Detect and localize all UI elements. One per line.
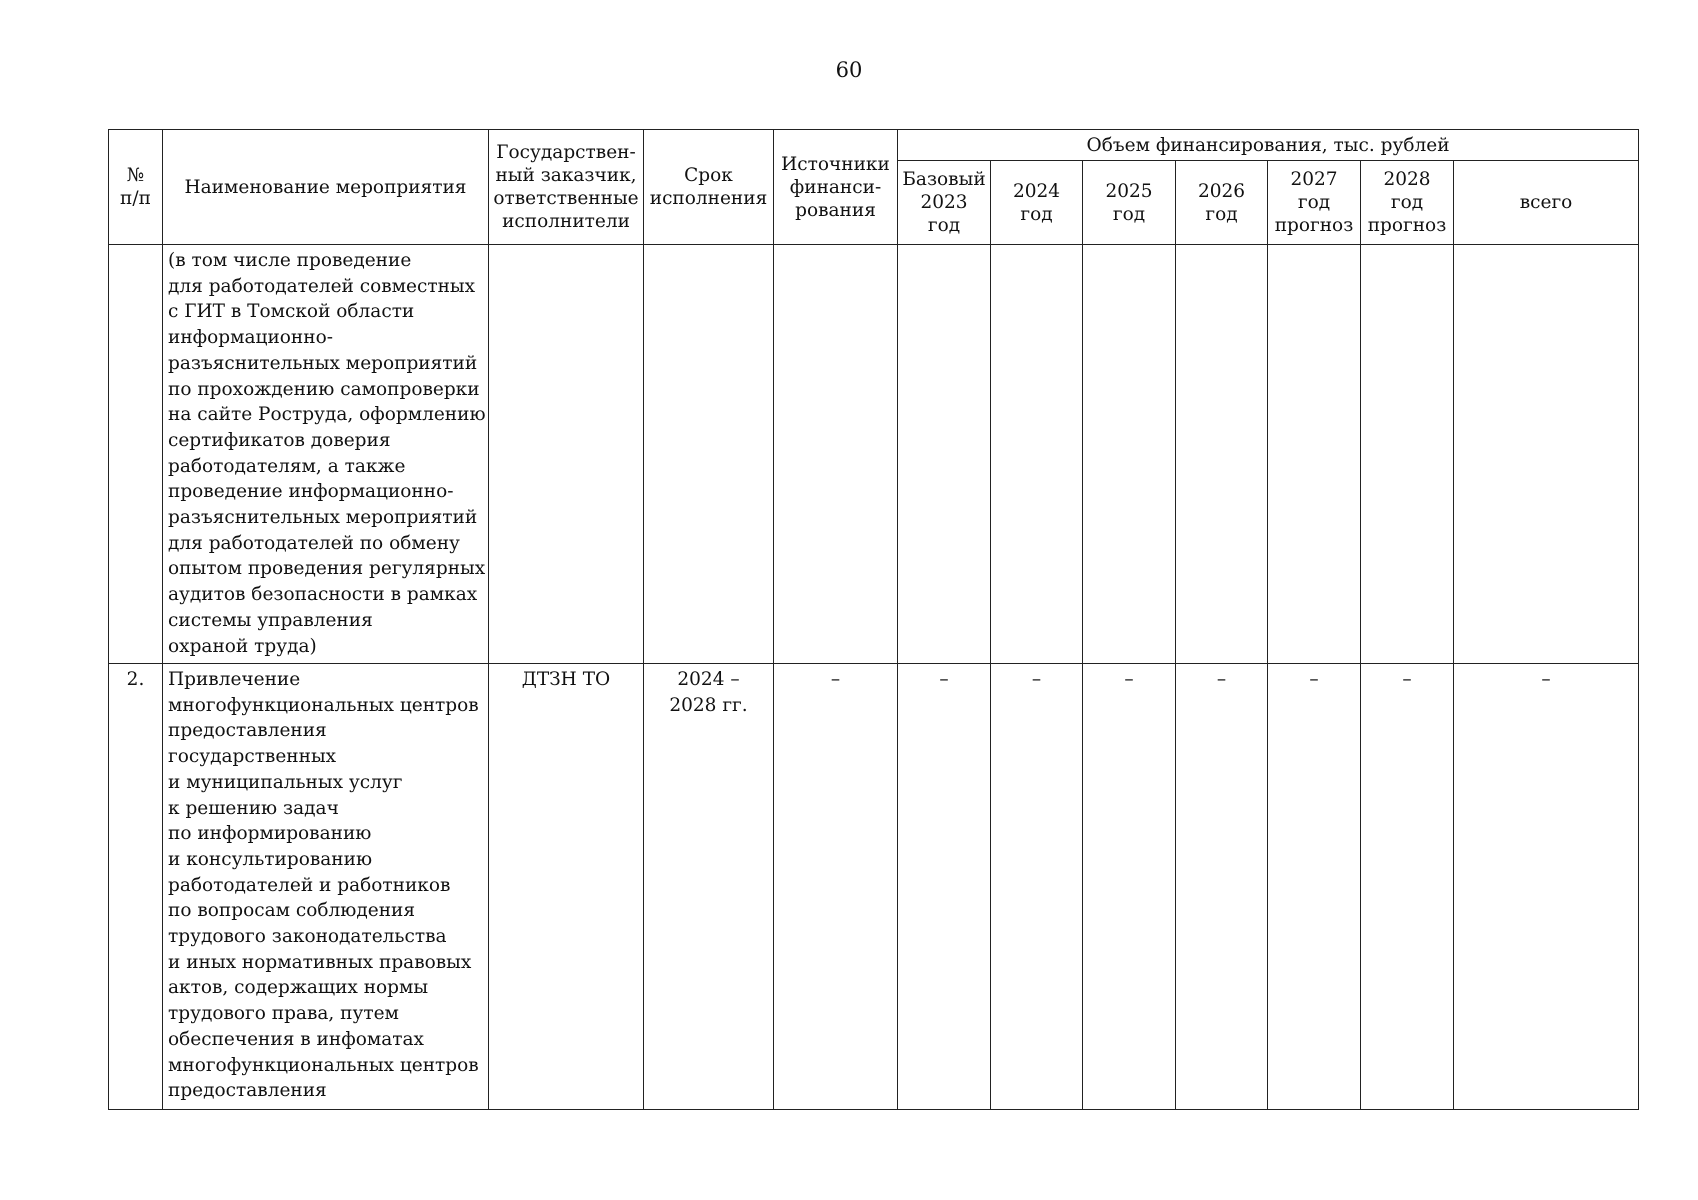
table-row: [109, 664, 1639, 1110]
header-year-2024: 2024 год: [991, 161, 1083, 245]
header-funding-volume: Объем финансирования, тыс. рублей: [898, 130, 1639, 161]
value-2027: –: [1268, 664, 1361, 1110]
header-year-2026: 2026 год: [1176, 161, 1268, 245]
term-cell: [644, 245, 774, 664]
value-total: [1454, 245, 1639, 664]
header-term: Срок исполнения: [644, 130, 774, 245]
funding-plan-table: [108, 129, 1639, 1110]
header-year-2025: 2025 год: [1083, 161, 1176, 245]
value-2028: –: [1361, 664, 1454, 1110]
event-name-cell: Привлечение многофункциональных центров предоставления государственных и муниципальных услуг к решению задач по информированию и консультированию работодателей и работников по вопросам соблюдения трудового законодательства и иных нормативных правовых актов, содержащих нормы трудового права, путем обеспечения в инфоматах многофункциональных центров предоставления: [163, 664, 489, 1110]
table-row: [109, 245, 1639, 664]
header-year-2027: 2027 год прогноз: [1268, 161, 1361, 245]
header-number: № п/п: [109, 130, 163, 245]
value-2023: –: [898, 664, 991, 1110]
value-2027: [1268, 245, 1361, 664]
header-event-name: Наименование мероприятия: [163, 130, 489, 245]
value-total: –: [1454, 664, 1639, 1110]
value-2024: –: [991, 664, 1083, 1110]
value-2023: [898, 245, 991, 664]
value-2026: [1176, 245, 1268, 664]
row-number: [109, 245, 163, 664]
page-number: 60: [835, 58, 863, 82]
value-2025: –: [1083, 664, 1176, 1110]
customer-cell: ДТЗН ТО: [489, 664, 644, 1110]
value-2024: [991, 245, 1083, 664]
value-2025: [1083, 245, 1176, 664]
header-year-2028: 2028 год прогноз: [1361, 161, 1454, 245]
header-sources: Источники финанси- рования: [774, 130, 898, 245]
source-cell: –: [774, 664, 898, 1110]
value-2026: –: [1176, 664, 1268, 1110]
customer-cell: [489, 245, 644, 664]
header-year-base-2023: Базовый 2023 год: [898, 161, 991, 245]
header-customer: Государствен- ный заказчик, ответственные исполнители: [489, 130, 644, 245]
header-total: всего: [1454, 161, 1639, 245]
event-name-cell: (в том числе проведение для работодателей совместных с ГИТ в Томской области информационно- разъяснительных мероприятий по прохождению самопроверки на сайте Роструда, оформлению сертификатов доверия работодателям, а также проведение информационно- разъяснительных мероприятий для работодателей по обмену опытом проведения регулярных аудитов безопасности в рамках системы управления охраной труда): [163, 245, 489, 664]
row-number: 2.: [109, 664, 163, 1110]
term-cell: 2024 – 2028 гг.: [644, 664, 774, 1110]
value-2028: [1361, 245, 1454, 664]
source-cell: [774, 245, 898, 664]
